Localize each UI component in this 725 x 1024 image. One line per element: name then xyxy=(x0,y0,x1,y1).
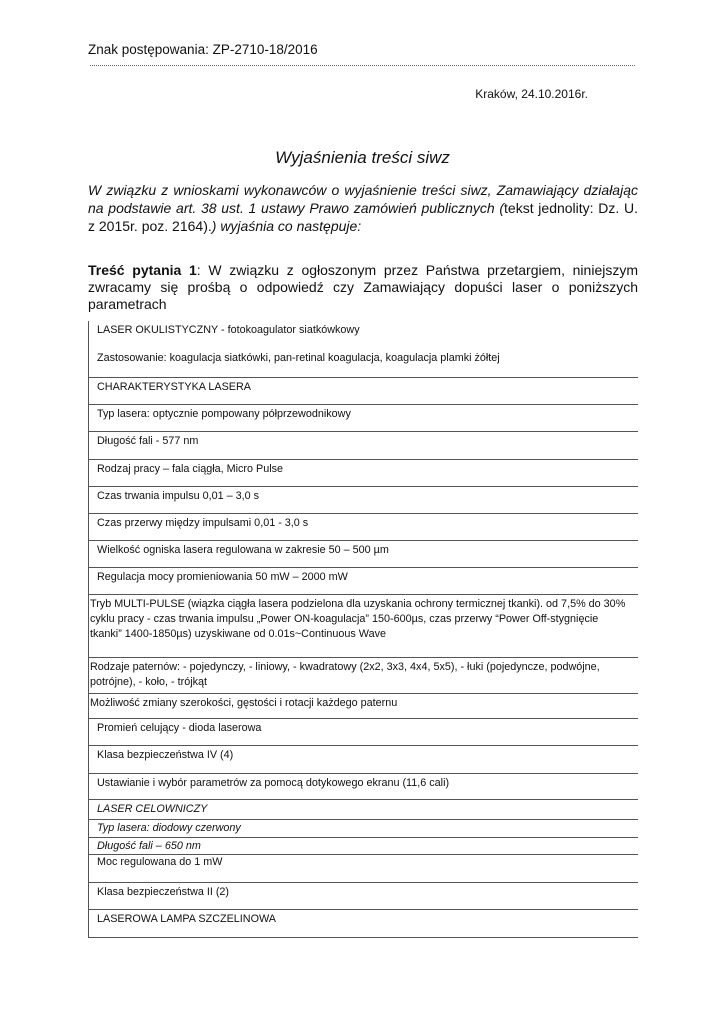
question-paragraph xyxy=(88,262,638,313)
table-row xyxy=(89,347,638,378)
table-row xyxy=(89,321,638,347)
table-row xyxy=(89,541,638,568)
table-row xyxy=(89,514,638,541)
table-row xyxy=(89,432,638,460)
table-cell: CHARAKTERYSTYKA LASERA xyxy=(97,381,252,393)
table-cell: Promień celujący - dioda laserowa xyxy=(97,722,262,734)
table-cell: Wielkość ogniska lasera regulowana w zakresie 50 – 500 µm xyxy=(97,544,389,556)
question-text: : W związku z ogłoszonym przez Państwa przetargiem, niniejszym zwracamy się prośbą o odpowiedź czy Zamawiający dopuści laser o poniższych parametrach xyxy=(88,262,638,312)
table-cell: Tryb MULTI-PULSE (wiązka ciągła lasera podzielona dla uzyskania ochrony termicznej tkanki). od 7,5% do 30% cyklu pracy - czas trwania impulsu „Power ON-koagulacja” 150-600µs, czas przerwy “Power Off-stygnięcie tkanki” 1400-1850µs) uzyskiwane od 0.01s~Continuous Wave xyxy=(90,598,626,640)
intro-part-2: tekst jednolity: Dz. U. z 2015r. poz. 2164). xyxy=(88,200,638,234)
table-cell: Czas przerwy między impulsami 0,01 - 3,0 s xyxy=(97,517,309,529)
question-label: Treść pytania 1 xyxy=(88,262,197,278)
table-cell: Możliwość zmiany szerokości, gęstości i rotacji każdego paternu xyxy=(90,697,398,709)
table-row xyxy=(89,820,638,838)
table-row xyxy=(89,378,638,405)
table-cell: Długość fali - 577 nm xyxy=(97,435,199,447)
table-cell: Zastosowanie: koagulacja siatkówki, pan-retinal koagulacja, koagulacja plamki żółtej xyxy=(97,352,500,364)
table-row xyxy=(89,883,638,910)
table-row xyxy=(89,800,638,820)
intro-paragraph xyxy=(88,181,638,235)
table-row xyxy=(89,774,638,800)
table-row xyxy=(89,568,638,595)
intro-part-1: W związku z wnioskami wykonawców o wyjaśnienie treści siwz, Zamawiający działając na podstawie art. 38 ust. 1 ustawy Prawo zamówień publicznych ( xyxy=(88,182,638,216)
intro-part-3: ) wyjaśnia co następuje: xyxy=(211,218,362,234)
table-cell: Klasa bezpieczeństwa II (2) xyxy=(97,886,230,898)
table-cell: LASER CELOWNICZY xyxy=(97,803,208,815)
table-cell: Moc regulowana do 1 mW xyxy=(97,856,223,868)
table-cell: Regulacja mocy promieniowania 50 mW – 2000 mW xyxy=(97,571,348,583)
case-reference: Znak postępowania: ZP-2710-18/2016 xyxy=(88,42,318,57)
table-cell: LASER OKULISTYCZNY - fotokoagulator siatkówkowy xyxy=(97,324,360,336)
document-title: Wyjaśnienia treści siwz xyxy=(275,148,450,167)
table-row xyxy=(89,746,638,774)
table-row xyxy=(89,460,638,487)
table-cell: Klasa bezpieczeństwa IV (4) xyxy=(97,749,234,761)
table-row xyxy=(89,910,638,938)
dotted-divider xyxy=(90,65,635,66)
table-row xyxy=(89,694,638,719)
table-row xyxy=(89,838,638,855)
table-cell: Czas trwania impulsu 0,01 – 3,0 s xyxy=(97,490,260,502)
table-cell: Typ lasera: optycznie pompowany półprzewodnikowy xyxy=(97,408,351,420)
table-cell: LASEROWA LAMPA SZCZELINOWA xyxy=(97,913,276,925)
table-cell: Typ lasera: diodowy czerwony xyxy=(97,822,241,834)
table-cell: Rodzaje paternów: - pojedynczy, - liniowy, - kwadratowy (2x2, 3x3, 4x4, 5x5), - łuki (pojedyncze, podwójne, potrójne), - koło, - trójkąt xyxy=(90,661,600,688)
table-row xyxy=(89,405,638,432)
table-row xyxy=(89,719,638,746)
table-row xyxy=(89,658,638,694)
parameters-table xyxy=(88,321,638,938)
table-cell: Ustawianie i wybór parametrów za pomocą dotykowego ekranu (11,6 cali) xyxy=(97,777,450,789)
table-cell: Rodzaj pracy – fala ciągła, Micro Pulse xyxy=(97,463,284,475)
table-row xyxy=(89,487,638,514)
table-row xyxy=(89,595,638,658)
table-cell: Długość fali – 650 nm xyxy=(97,840,201,852)
table-row xyxy=(89,855,638,883)
place-date: Kraków, 24.10.2016r. xyxy=(475,87,588,101)
